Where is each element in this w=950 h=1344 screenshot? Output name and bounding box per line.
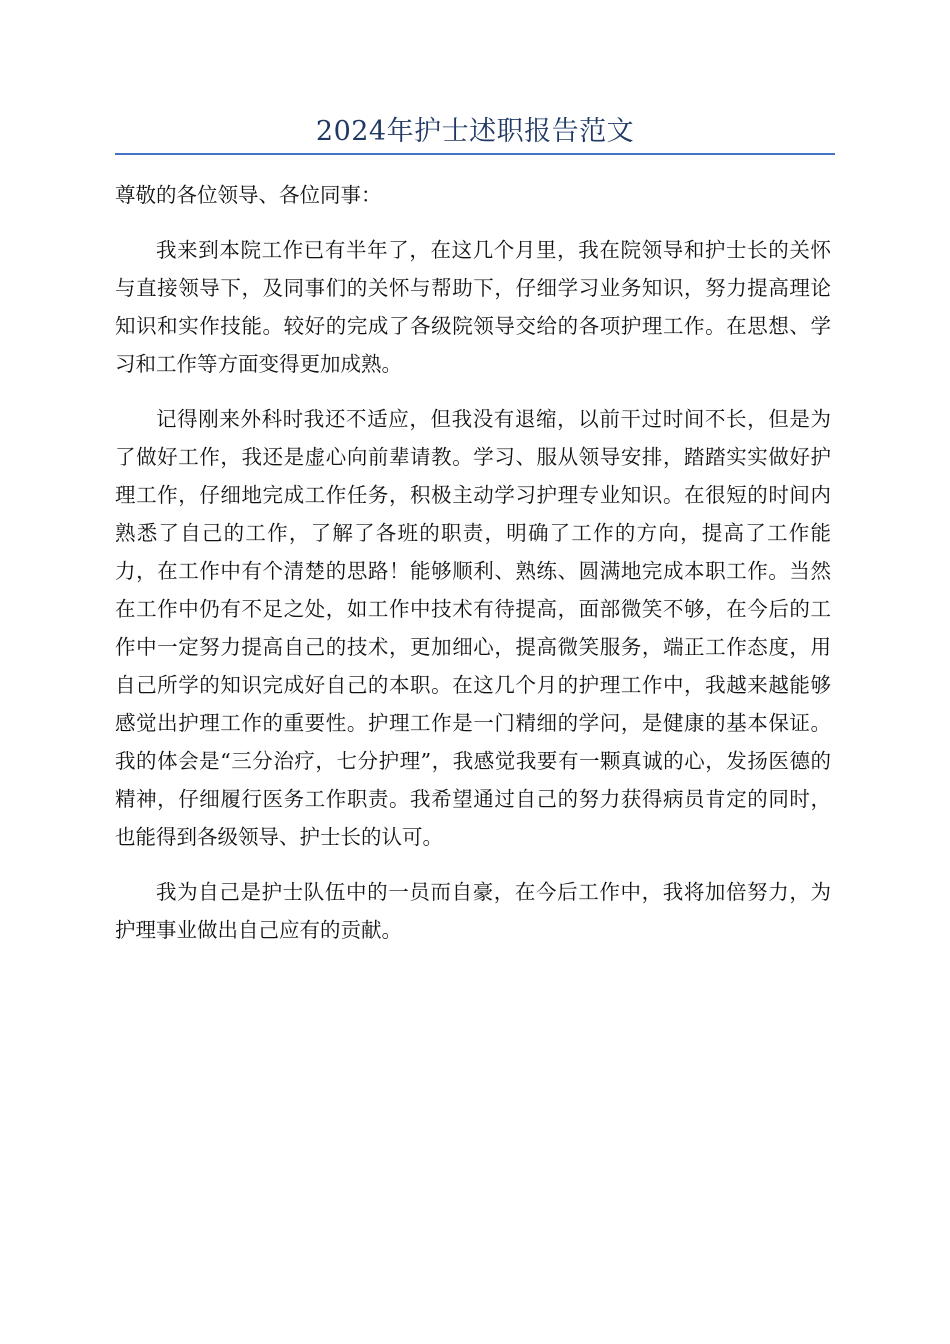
- paragraph-3: 我为自己是护士队伍中的一员而自豪，在今后工作中，我将加倍努力，为护理事业做出自己应有的贡献。: [115, 880, 831, 942]
- document-body: [115, 176, 831, 966]
- title-underline: [115, 153, 835, 155]
- document-title: 2024年护士述职报告范文: [315, 116, 635, 147]
- paragraph-2: 记得刚来外科时我还不适应，但我没有退缩，以前干过时间不长，但是为了做好工作，我还是虚心向前辈请教。学习、服从领导安排，踏踏实实做好护理工作，仔细地完成工作任务，积极主动学习护理专业知识。在很短的时间内熟悉了自己的工作，了解了各班的职责，明确了工作的方向，提高了工作能力，在工作中有个清楚的思路！能够顺利、熟练、圆满地完成本职工作。当然在工作中仍有不足之处，如工作中技术有待提高，面部微笑不够，在今后的工作中一定努力提高自己的技术，更加细心，提高微笑服务，端正工作态度，用自己所学的知识完成好自己的本职。在这几个月的护理工作中，我越来越能够感觉出护理工作的重要性。护理工作是一门精细的学问，是健康的基本保证。我的体会是“三分治疗，七分护理”，我感觉我要有一颗真诚的心，发扬医德的精神，仔细履行医务工作职责。我希望通过自己的努力获得病员肯定的同时，也能得到各级领导、护士长的认可。: [115, 407, 831, 849]
- paragraph-1: 我来到本院工作已有半年了，在这几个月里，我在院领导和护士长的关怀与直接领导下，及同事们的关怀与帮助下，仔细学习业务知识，努力提高理论知识和实作技能。较好的完成了各级院领导交给的各项护理工作。在思想、学习和工作等方面变得更加成熟。: [115, 238, 831, 376]
- salutation: 尊敬的各位领导、各位同事：: [115, 183, 382, 207]
